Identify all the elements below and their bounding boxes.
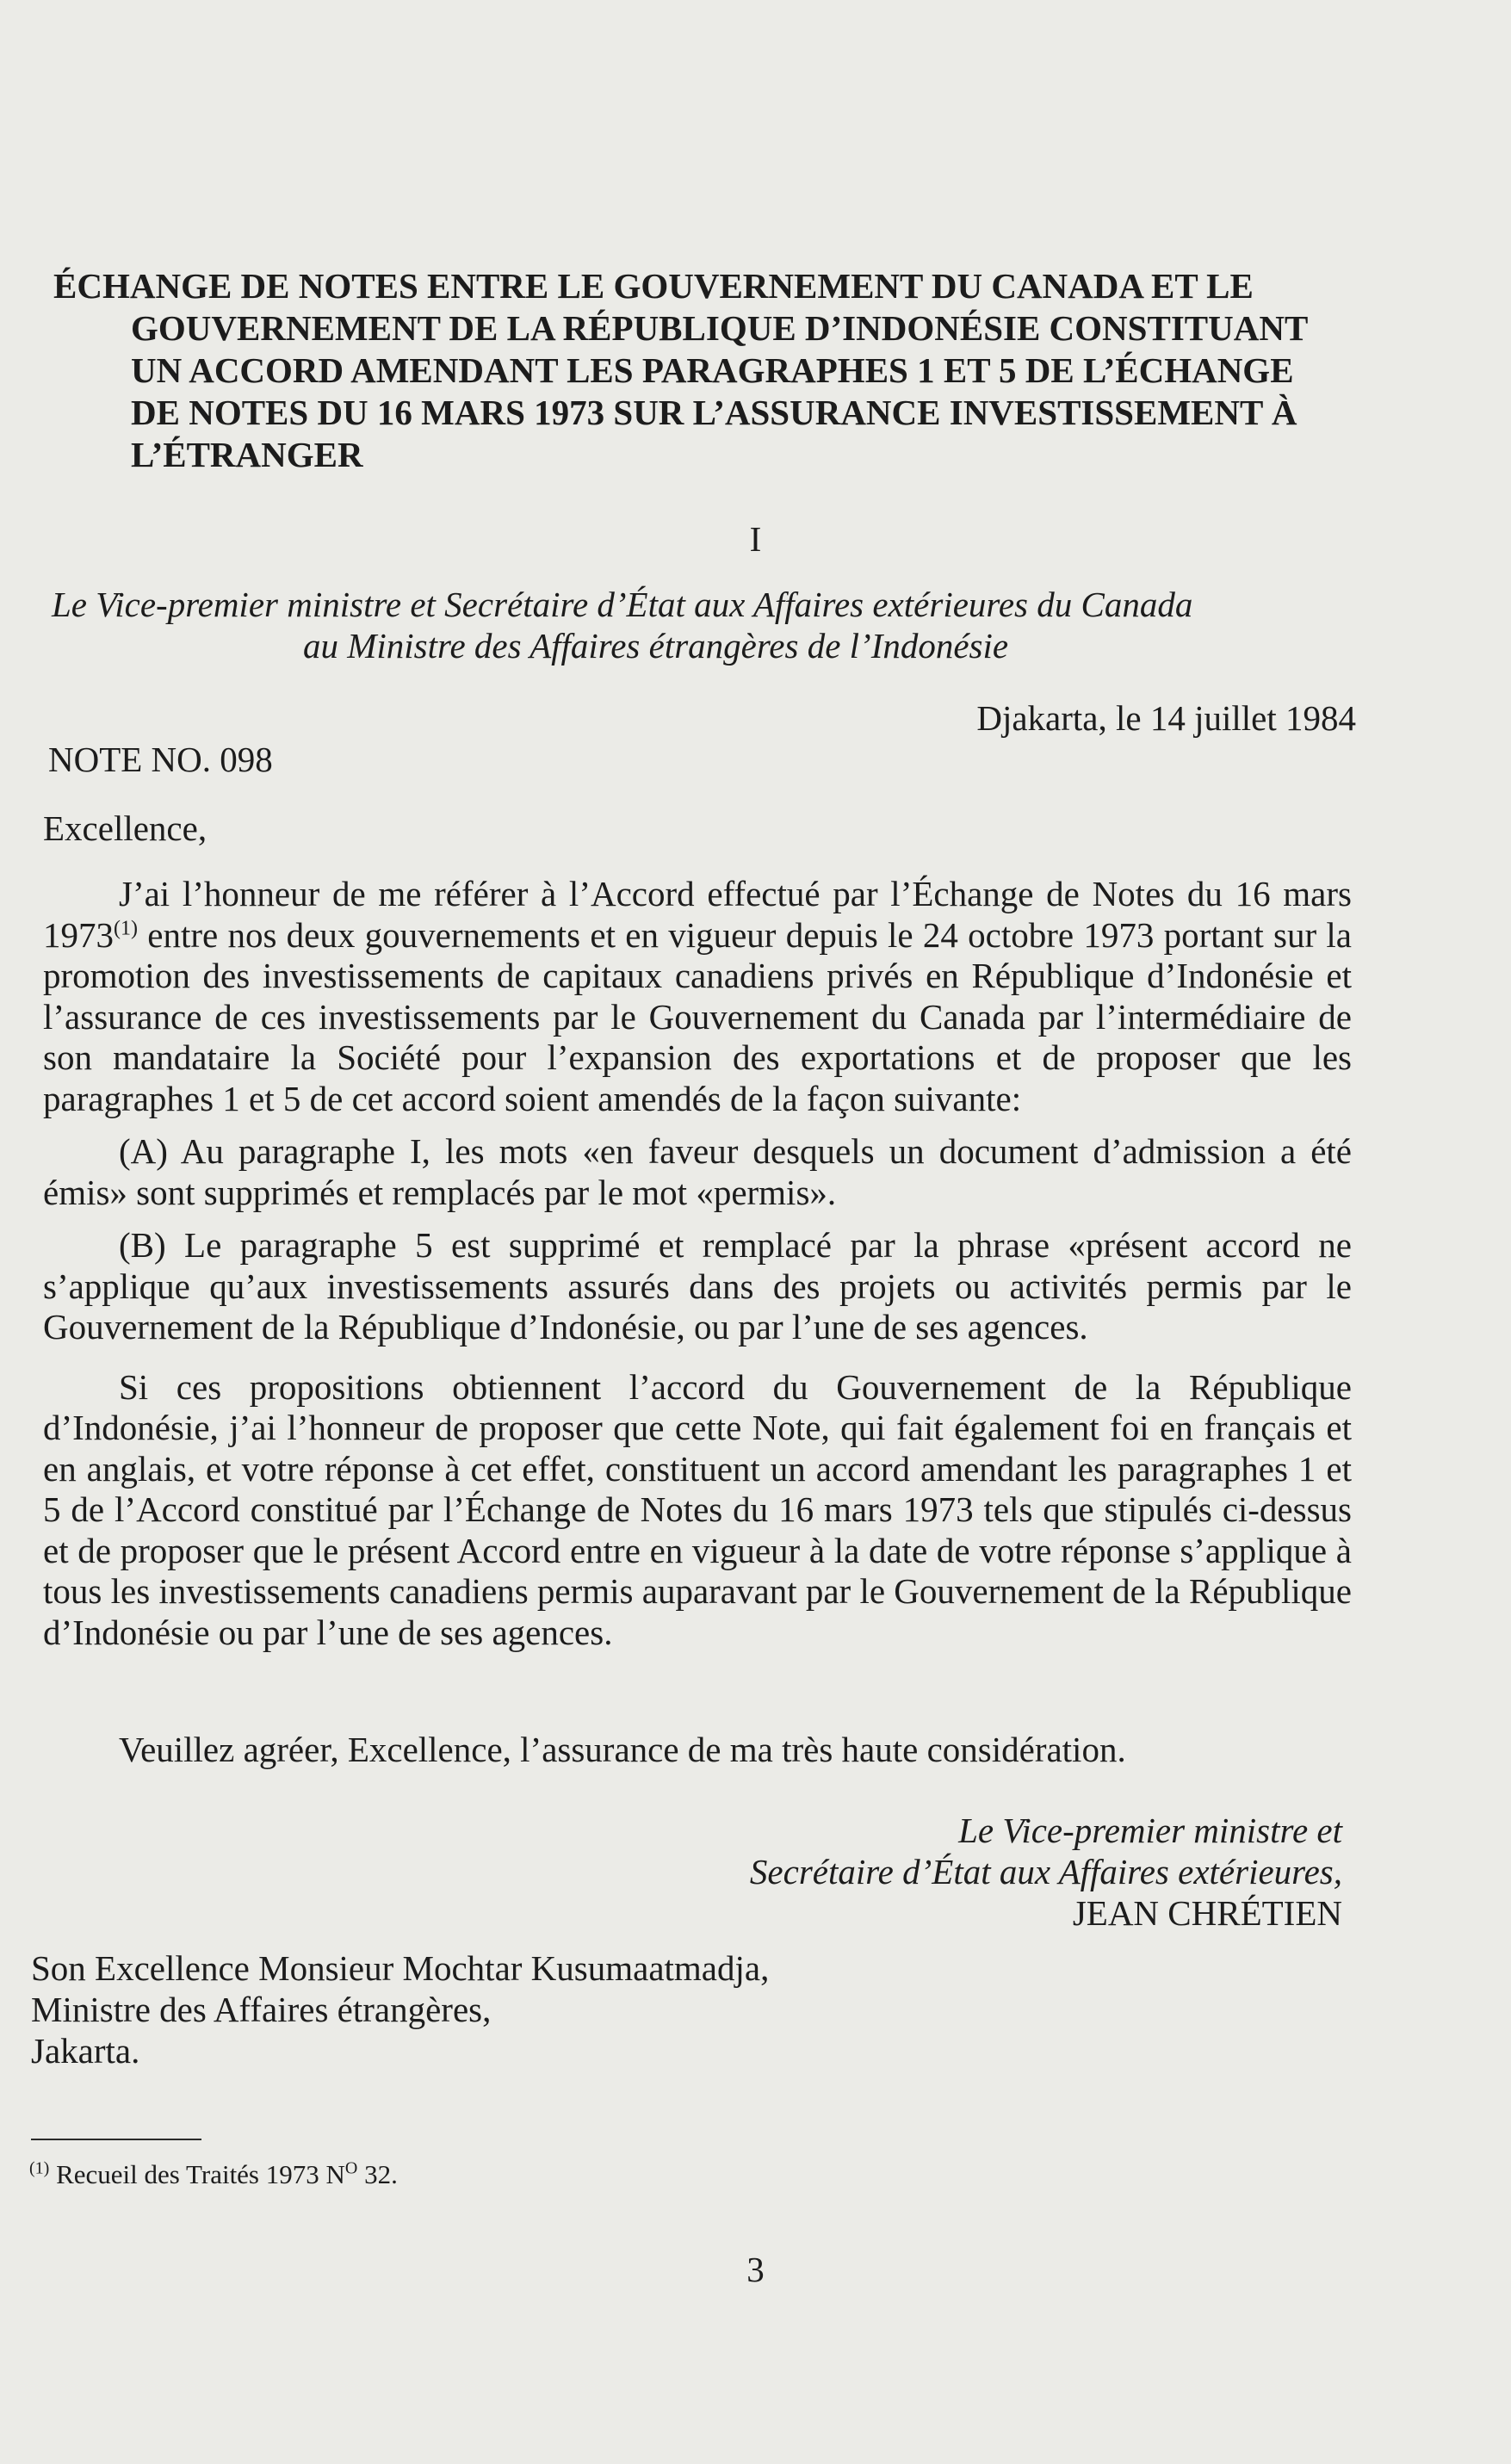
addressee-line: Jakarta. (31, 2031, 140, 2071)
paragraph: (A) Au paragraphe I, les mots «en faveur desquels un document d’admission a été émis» sont supprimés et remplacés par le mot «permis». (43, 1131, 1352, 1212)
document-title (53, 265, 1362, 476)
signatory-title: Le Vice-premier ministre et (958, 1811, 1342, 1850)
paragraph-text: J’ai l’honneur de me référer à l’Accord effectué par l’Échange de Notes du 16 mars 1973 (43, 874, 1352, 955)
salutation: Excellence, (43, 808, 207, 848)
footnote-divider (31, 2139, 201, 2140)
title-line: GOUVERNEMENT DE LA RÉPUBLIQUE D’INDONÉSIE CONSTITUANT (131, 308, 1309, 348)
footnote-marker: (1) (29, 2158, 50, 2178)
place-date: Djakarta, le 14 juillet 1984 (976, 698, 1356, 738)
page-number: 3 (746, 2250, 765, 2289)
footnote-superscript: O (344, 2158, 358, 2178)
note-number: NOTE NO. 098 (48, 740, 273, 779)
title-line: UN ACCORD AMENDANT LES PARAGRAPHES 1 ET 5 DE L’ÉCHANGE (131, 350, 1294, 390)
footnote-text: Recueil des Traités 1973 N (56, 2159, 345, 2189)
note-body (43, 874, 1352, 1665)
signatory-name: JEAN CHRÉTIEN (1072, 1893, 1342, 1933)
note-heading (52, 584, 1360, 666)
closing-formula: Veuillez agréer, Excellence, l’assurance de ma très haute considération. (119, 1730, 1126, 1769)
section-number: I (749, 519, 762, 559)
signature-block (750, 1810, 1342, 1934)
addressee-block (31, 1947, 769, 2071)
footnote (29, 2159, 398, 2190)
title-line: DE NOTES DU 16 MARS 1973 SUR L’ASSURANCE INVESTISSEMENT À (131, 393, 1297, 432)
paragraph (43, 874, 1352, 1119)
paragraph: (B) Le paragraphe 5 est supprimé et remplacé par la phrase «présent accord ne s’applique qu’aux investissements assurés dans des projets ou activités permis par le Gouvernement de la République d’Indonésie, ou par l’une de ses agences. (43, 1225, 1352, 1347)
addressee-line: Son Excellence Monsieur Mochtar Kusumaatmadja, (31, 1948, 770, 1988)
heading-line: au Ministre des Affaires étrangères de l’Indonésie (303, 626, 1009, 666)
signatory-title: Secrétaire d’État aux Affaires extérieures, (749, 1852, 1342, 1891)
heading-line: Le Vice-premier ministre et Secrétaire d’État aux Affaires extérieures du Canada (52, 585, 1193, 624)
footnote-text: 32. (357, 2159, 398, 2189)
title-line: ÉCHANGE DE NOTES ENTRE LE GOUVERNEMENT DU CANADA ET LE (53, 266, 1254, 306)
paragraph: Si ces propositions obtiennent l’accord du Gouvernement de la République d’Indonésie, j’ai l’honneur de proposer que cette Note, qui fait également foi en français et en anglais, et votre réponse à cet effet, constituent un accord amendant les paragraphes 1 et 5 de l’Accord constitué par l’Échange de Notes du 16 mars 1973 tels que stipulés ci-dessus et de proposer que le présent Accord entre en vigueur à la date de votre réponse s’applique à tous les investissements canadiens permis auparavant par le Gouvernement de la République d’Indonésie ou par l’une de ses agences. (43, 1366, 1352, 1652)
addressee-line: Ministre des Affaires étrangères, (31, 1990, 492, 2029)
paragraph-text: entre nos deux gouvernements et en vigueur depuis le 24 octobre 1973 portant sur la promotion des investissements de capitaux canadiens privés en République d’Indonésie et l’assurance de ces investissements par le Gouvernement du Canada par l’intermédiaire de son mandataire la Société pour l’expansion des exportations et de proposer que les paragraphes 1 et 5 de cet accord soient amendés de la façon suivante: (43, 914, 1352, 1118)
title-line: L’ÉTRANGER (131, 435, 363, 474)
footnote-reference: (1) (114, 916, 138, 939)
